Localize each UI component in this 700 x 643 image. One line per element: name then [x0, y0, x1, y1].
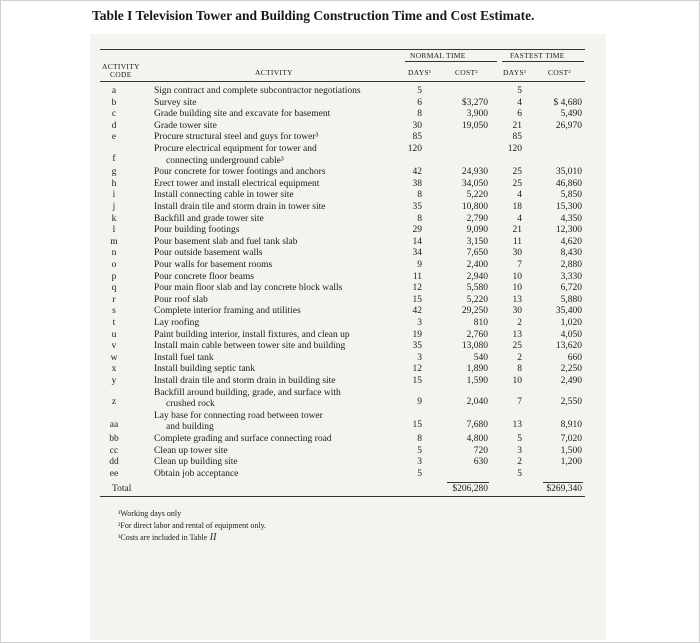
fastest-time-header: FASTEST TIME — [510, 51, 565, 60]
normal-days: 15 — [412, 420, 422, 431]
fast-cost: 8,430 — [560, 248, 582, 259]
normal-days: 14 — [412, 236, 422, 247]
fast-days: 4 — [517, 97, 522, 108]
activity-code: w — [110, 352, 118, 363]
fast-days: 25 — [512, 341, 522, 352]
normal-cost: 34,050 — [461, 178, 488, 189]
normal-cost: 19,050 — [461, 120, 488, 131]
normal-days: 9 — [417, 397, 422, 408]
normal-cost: 5,220 — [466, 294, 488, 305]
normal-cost: 1,590 — [466, 376, 488, 386]
fast-cost: 35,010 — [555, 167, 582, 178]
fast-cost: 660 — [567, 352, 582, 363]
activity-description: Backfill around building, grade, and surface with — [154, 387, 341, 398]
fast-cost: 5,880 — [560, 294, 582, 305]
normal-days: 35 — [412, 341, 422, 352]
fast-days: 10 — [512, 283, 522, 294]
normal-cost: 540 — [473, 352, 488, 363]
activity-description: Lay base for connecting road between tower — [154, 410, 323, 421]
fast-cost: 2,550 — [560, 397, 582, 408]
activity-description: Pour concrete floor beams — [154, 271, 254, 282]
activity-description: Backfill and grade tower site — [154, 213, 264, 224]
footnote: ²For direct labor and rental of equipment only. — [118, 521, 267, 531]
activity-description: Pour main floor slab and lay concrete block walls — [154, 283, 343, 294]
activity-description: Install building septic tank — [154, 364, 256, 375]
normal-cost: 9,090 — [466, 225, 488, 236]
normal-cost: $3,270 — [461, 97, 488, 108]
activity-description: Pour basement slab and fuel tank slab — [154, 236, 298, 247]
activity-description: Pour concrete for tower footings and anchors — [154, 167, 326, 178]
fast-days: 11 — [512, 236, 522, 247]
normal-days: 8 — [417, 213, 422, 224]
normal-days: 3 — [417, 352, 422, 363]
fast-cost: 1,500 — [560, 445, 582, 456]
normal-cost: 2,040 — [466, 397, 488, 408]
normal-cost: 3,900 — [466, 109, 488, 120]
footnote: ¹Working days only — [118, 509, 182, 519]
activity-code: b — [111, 97, 117, 108]
normal-cost-header: COST² — [455, 68, 478, 77]
fast-cost-header: COST² — [548, 68, 571, 77]
activity-code: n — [111, 248, 117, 259]
fast-cost: 6,720 — [560, 283, 582, 294]
activity-code: cc — [109, 445, 119, 456]
normal-cost: 10,800 — [461, 202, 488, 212]
fast-days: 7 — [517, 260, 522, 270]
fast-days: 18 — [512, 202, 522, 212]
normal-days: 15 — [412, 294, 422, 305]
activity-code: dd — [109, 457, 119, 468]
fast-cost: 3,330 — [560, 271, 582, 282]
normal-days: 12 — [412, 364, 422, 375]
fast-days: 4 — [517, 190, 522, 201]
fast-days: 5 — [517, 434, 522, 444]
footnote: ³Costs are included in Table II — [118, 532, 217, 544]
fast-cost: 4,050 — [560, 329, 582, 340]
fast-cost: 46,860 — [555, 178, 582, 189]
fast-days: 4 — [517, 213, 522, 224]
fast-days: 25 — [512, 178, 522, 189]
normal-days: 34 — [412, 248, 422, 259]
table-title: Table I Television Tower and Building Construction Time and Cost Estimate. — [92, 8, 535, 23]
fast-days: 13 — [512, 329, 522, 340]
normal-cost: 5,220 — [466, 190, 488, 201]
fast-cost: 26,970 — [555, 120, 582, 131]
fast-days: 21 — [512, 225, 522, 236]
activity-description: Complete grading and surface connecting road — [154, 434, 332, 444]
fast-cost: 5,850 — [560, 190, 582, 201]
fast-days: 3 — [517, 445, 522, 456]
normal-days: 12 — [412, 283, 422, 294]
activity-description: Pour roof slab — [154, 294, 208, 305]
activity-description: Procure electrical equipment for tower and — [154, 144, 317, 154]
activity-description: Pour building footings — [154, 225, 240, 236]
activity-code: q — [111, 283, 117, 294]
normal-days: 9 — [417, 260, 422, 270]
normal-days: 35 — [412, 202, 422, 212]
fast-days: 7 — [517, 397, 522, 408]
normal-days: 8 — [417, 190, 422, 201]
fast-cost: 15,300 — [555, 202, 582, 212]
table-bottom-rule — [100, 496, 585, 497]
fast-cost: 1,200 — [560, 457, 582, 468]
normal-cost: 1,890 — [466, 364, 488, 375]
normal-days: 5 — [417, 445, 422, 456]
activity-description: Install main cable between tower site and building — [154, 341, 346, 352]
total-label: Total — [112, 484, 132, 495]
activity-code: o — [111, 260, 117, 270]
activity-code: j — [112, 202, 116, 212]
activity-description: Complete interior framing and utilities — [154, 306, 301, 317]
fast-days: 5 — [517, 468, 522, 479]
fast-days-header: DAYS¹ — [503, 68, 527, 77]
normal-cost: 7,680 — [466, 420, 488, 431]
normal-days: 42 — [412, 167, 422, 178]
fast-days: 10 — [512, 271, 522, 282]
normal-cost: 7,650 — [466, 248, 488, 259]
activity-description-cont: and building — [166, 422, 214, 433]
fast-cost: 2,250 — [560, 364, 582, 375]
normal-days: 30 — [412, 120, 422, 131]
fast-cost: 1,020 — [560, 318, 582, 328]
normal-cost: 3,150 — [466, 236, 488, 247]
activity-code: bb — [109, 434, 119, 444]
fast-cost: 8,910 — [560, 420, 582, 431]
activity-code: v — [111, 341, 117, 352]
normal-days: 8 — [417, 109, 422, 120]
normal-cost: 810 — [473, 318, 488, 328]
activity-code: y — [111, 376, 117, 386]
activity-description: Install fuel tank — [154, 352, 214, 363]
normal-days: 29 — [412, 225, 422, 236]
fast-cost: 13,620 — [555, 341, 582, 352]
header-bottom-rule — [100, 81, 585, 82]
fastest-time-rule — [502, 61, 584, 62]
fast-cost: 2,490 — [560, 376, 582, 386]
activity-description: Install drain tile and storm drain in tower site — [154, 202, 326, 212]
fast-days: 6 — [517, 109, 522, 120]
normal-cost: 24,930 — [461, 167, 488, 178]
fast-cost-total: $269,340 — [546, 484, 582, 495]
fast-days: 25 — [512, 167, 522, 178]
normal-days: 85 — [412, 132, 422, 143]
activity-description: Sign contract and complete subcontractor negotiations — [154, 86, 361, 96]
normal-cost: 4,800 — [466, 434, 488, 444]
normal-cost-total: $206,280 — [452, 484, 488, 495]
activity-header: ACTIVITY — [255, 68, 293, 77]
activity-code: m — [110, 236, 118, 247]
normal-cost: 2,790 — [466, 213, 488, 224]
fast-cost: 12,300 — [555, 225, 582, 236]
fast-cost: 35,400 — [555, 306, 582, 317]
normal-days-header: DAYS¹ — [408, 68, 432, 77]
normal-days: 120 — [407, 144, 422, 154]
activity-code: r — [112, 294, 116, 305]
normal-days: 3 — [417, 318, 422, 328]
activity-description-cont: crushed rock — [166, 399, 215, 410]
normal-cost: 2,400 — [466, 260, 488, 270]
normal-time-header: NORMAL TIME — [410, 51, 466, 60]
normal-time-rule — [405, 61, 497, 62]
fast-days: 8 — [517, 364, 522, 375]
fast-days: 13 — [512, 420, 522, 431]
fast-days: 13 — [512, 294, 522, 305]
fast-days: 120 — [507, 144, 522, 154]
activity-description: Survey site — [154, 97, 197, 108]
activity-description: Install drain tile and storm drain in building site — [154, 376, 336, 386]
activity-description: Grade building site and excavate for basement — [154, 109, 331, 120]
normal-cost: 13,080 — [461, 341, 488, 352]
activity-code: g — [111, 167, 117, 178]
normal-days: 3 — [417, 457, 422, 468]
normal-days: 8 — [417, 434, 422, 444]
normal-days: 15 — [412, 376, 422, 386]
activity-description: Pour outside basement walls — [154, 248, 263, 259]
fast-days: 30 — [512, 306, 522, 317]
activity-description: Lay roofing — [154, 318, 200, 328]
fast-cost: 5,490 — [560, 109, 582, 120]
activity-code: x — [111, 364, 117, 375]
normal-days: 6 — [417, 97, 422, 108]
normal-cost: 630 — [473, 457, 488, 468]
fast-cost: 2,880 — [560, 260, 582, 270]
activity-description: Erect tower and install electrical equipment — [154, 178, 320, 189]
fast-cost: $ 4,680 — [553, 97, 582, 108]
activity-code-header: ACTIVITY — [102, 62, 140, 71]
activity-description: Pour walls for basement rooms — [154, 260, 273, 270]
activity-code: l — [112, 225, 116, 236]
normal-days: 11 — [412, 271, 422, 282]
normal-cost: 2,760 — [466, 329, 488, 340]
fast-days: 2 — [517, 457, 522, 468]
fast-days: 30 — [512, 248, 522, 259]
activity-code: ee — [109, 468, 119, 479]
footnote-table-ref: II — [207, 532, 217, 544]
fast-cost: 7,020 — [560, 434, 582, 444]
activity-description: Install connecting cable in tower site — [154, 190, 294, 201]
activity-code: a — [111, 86, 117, 96]
fast-days: 2 — [517, 352, 522, 363]
normal-cost: 2,940 — [466, 271, 488, 282]
activity-code: h — [111, 178, 117, 189]
activity-description-cont: connecting underground cable³ — [166, 155, 284, 166]
activity-code: p — [111, 271, 117, 282]
normal-cost: 5,580 — [466, 283, 488, 294]
normal-days: 5 — [417, 86, 422, 96]
fast-cost: 4,620 — [560, 236, 582, 247]
activity-code: u — [111, 329, 117, 340]
activity-code: t — [112, 318, 116, 328]
fast-days: 21 — [512, 120, 522, 131]
normal-days: 42 — [412, 306, 422, 317]
normal-days: 5 — [417, 468, 422, 479]
activity-code: aa — [109, 420, 119, 431]
activity-description: Procure structural steel and guys for tower³ — [154, 132, 319, 143]
activity-code: d — [111, 120, 117, 131]
fast-days: 85 — [512, 132, 522, 143]
fast-days: 2 — [517, 318, 522, 328]
normal-days: 19 — [412, 329, 422, 340]
activity-description: Clean up building site — [154, 457, 238, 468]
normal-cost: 29,250 — [461, 306, 488, 317]
fast-cost: 4,350 — [560, 213, 582, 224]
activity-description: Clean up tower site — [154, 445, 228, 456]
normal-cost: 720 — [473, 445, 488, 456]
activity-description: Obtain job acceptance — [154, 468, 239, 479]
activity-code-header-2: CODE — [110, 70, 132, 79]
fast-days: 10 — [512, 376, 522, 386]
activity-code: z — [111, 397, 117, 408]
normal-days: 38 — [412, 178, 422, 189]
activity-code: e — [111, 132, 117, 143]
activity-description: Grade tower site — [154, 120, 217, 131]
activity-code: i — [112, 190, 116, 201]
fast-days: 5 — [517, 86, 522, 96]
activity-description: Paint building interior, install fixtures, and clean up — [154, 329, 350, 340]
activity-code: c — [111, 109, 117, 120]
activity-code: k — [111, 213, 117, 224]
activity-code: s — [112, 306, 116, 317]
activity-code: f — [112, 153, 116, 164]
